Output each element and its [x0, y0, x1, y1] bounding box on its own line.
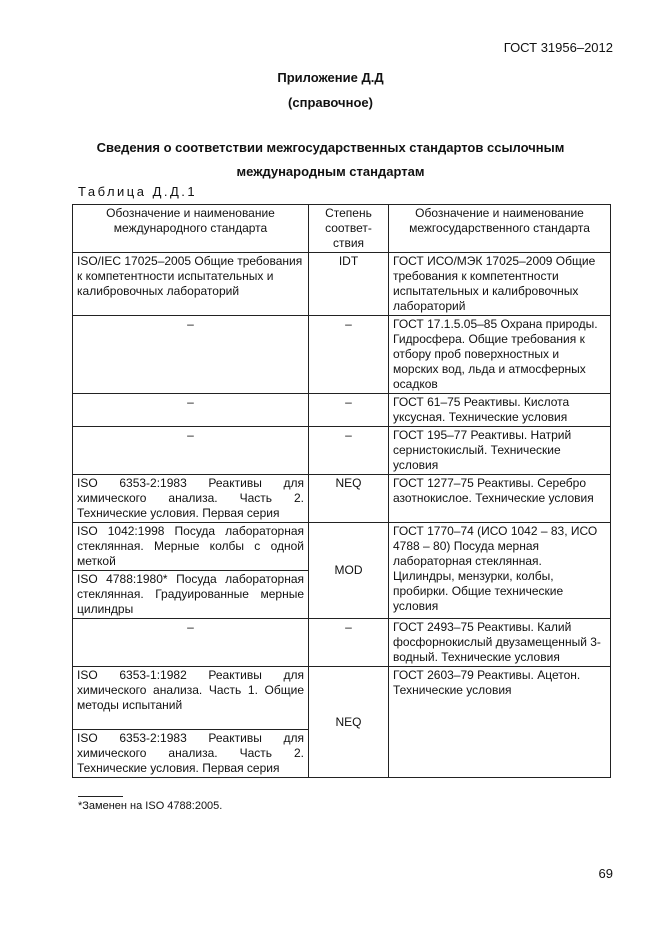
correspondence-table: [72, 204, 611, 778]
intl-standard: ISO 1042:1998 Посуда лабораторная стеклянная. Мерные колбы с одной меткой: [73, 523, 309, 571]
footnote-separator: [78, 796, 123, 797]
degree: –: [309, 427, 389, 475]
document-code: ГОСТ 31956–2012: [503, 40, 613, 55]
footnote: *Заменен на ISO 4788:2005.: [78, 800, 223, 812]
table-row: [73, 427, 611, 475]
appendix-subtitle: (справочное): [288, 95, 373, 110]
gost-standard: ГОСТ 1770–74 (ИСО 1042 – 83, ИСО 4788 – 80) Посуда мерная лабораторная стеклянная. Цилиндры, мензурки, колбы, пробирки. Общие технические условия: [389, 523, 611, 619]
intl-standard: –: [73, 394, 309, 427]
intl-standard: –: [73, 316, 309, 394]
gost-standard: ГОСТ 195–77 Реактивы. Натрий сернистокислый. Технические условия: [389, 427, 611, 475]
appendix-heading-line1: Сведения о соответствии межгосударственных стандартов ссылочным: [96, 140, 565, 155]
degree: –: [309, 316, 389, 394]
appendix-heading-line2: международным стандартам: [236, 164, 425, 179]
table-row: [73, 253, 611, 316]
table-row: [73, 619, 611, 667]
gost-standard: ГОСТ 61–75 Реактивы. Кислота уксусная. Технические условия: [389, 394, 611, 427]
intl-standard: ISO 6353-2:1983 Реактивы для химического анализа. Часть 2. Технические условия. Первая серия: [73, 730, 309, 778]
table-row: [73, 394, 611, 427]
degree: NEQ: [309, 667, 389, 778]
table-header-row: [73, 205, 611, 253]
header-intl: Обозначение и наименование международного стандарта: [73, 205, 309, 253]
degree: NEQ: [309, 475, 389, 523]
intl-standard: ISO/IEC 17025–2005 Общие требования к компетентности испытательных и калибровочных лабораторий: [73, 253, 309, 316]
intl-standard: ISO 4788:1980* Посуда лабораторная стеклянная. Градуированные мерные цилиндры: [73, 571, 309, 619]
table-row: [73, 316, 611, 394]
degree: IDT: [309, 253, 389, 316]
gost-standard: ГОСТ 17.1.5.05–85 Охрана природы. Гидросфера. Общие требования к отбору проб поверхностных и морских вод, льда и атмосферных осадков: [389, 316, 611, 394]
degree: –: [309, 619, 389, 667]
intl-standard: ISO 6353-1:1982 Реактивы для химического анализа. Часть 1. Общие методы испытаний: [73, 667, 309, 730]
header-gost: Обозначение и наименование межгосударственного стандарта: [389, 205, 611, 253]
appendix-title: Приложение Д.Д: [277, 70, 384, 85]
table-row: [73, 523, 611, 571]
table-row: [73, 667, 611, 730]
gost-standard: ГОСТ 1277–75 Реактивы. Серебро азотнокислое. Технические условия: [389, 475, 611, 523]
gost-standard: ГОСТ 2603–79 Реактивы. Ацетон. Технические условия: [389, 667, 611, 778]
gost-standard: ГОСТ ИСО/МЭК 17025–2009 Общие требования к компетентности испытательных и калибровочных лабораторий: [389, 253, 611, 316]
intl-standard: –: [73, 427, 309, 475]
intl-standard: ISO 6353-2:1983 Реактивы для химического анализа. Часть 2. Технические условия. Первая серия: [73, 475, 309, 523]
page-number: 69: [598, 866, 613, 881]
degree: MOD: [309, 523, 389, 619]
intl-standard: –: [73, 619, 309, 667]
degree: –: [309, 394, 389, 427]
table-caption: Таблица Д.Д.1: [78, 184, 198, 199]
header-degree: Степень соответ-ствия: [309, 205, 389, 253]
gost-standard: ГОСТ 2493–75 Реактивы. Калий фосфорнокислый двузамещенный 3-водный. Технические условия: [389, 619, 611, 667]
table-row: [73, 475, 611, 523]
